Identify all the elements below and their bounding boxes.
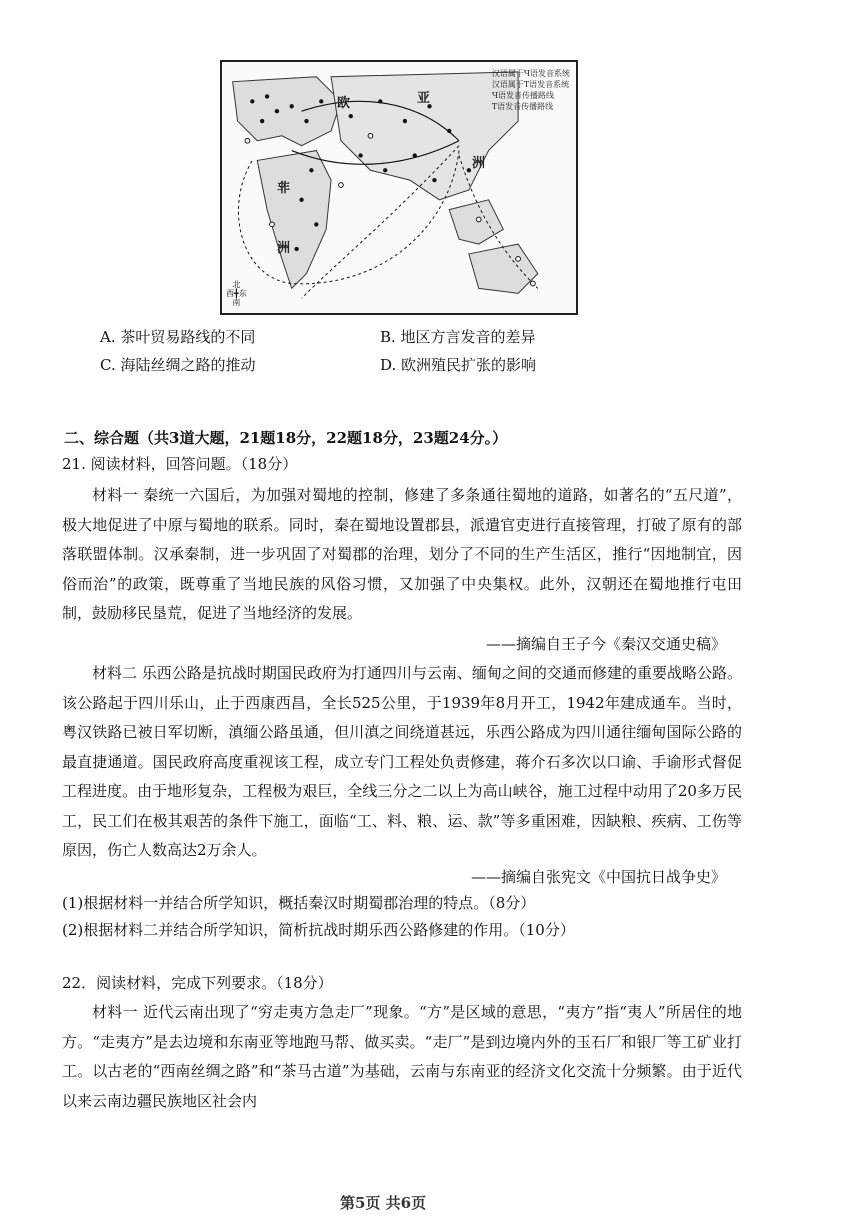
option-d[interactable]: D. 欧洲殖民扩张的影响 xyxy=(380,355,537,374)
option-a[interactable]: A. 茶叶贸易路线的不同 xyxy=(100,327,256,346)
tea-routes-map xyxy=(220,60,578,315)
compass-north: 北 xyxy=(232,280,241,289)
compass-south: 南 xyxy=(232,298,241,307)
q21-title: 21. 阅读材料，回答问题。（18分） xyxy=(62,455,298,473)
legend-item: Ч语发音传播路线 xyxy=(491,91,554,100)
q21-source1: ——摘编自王子今《秦汉交通史稿》 xyxy=(485,635,726,653)
map-legend xyxy=(492,68,570,112)
map-label-europe: 欧 xyxy=(337,96,351,111)
compass-icon: 北 西╋东 南 xyxy=(226,280,247,307)
map-label-asia-zhou: 洲 xyxy=(472,156,486,171)
q21-material2: 材料二 乐西公路是抗战时期国民政府为打通四川与云南、缅甸之间的交通而修建的重要战略公路。该公路起于四川乐山，止于西康西昌，全长525公里，于1939年8月开工，1942年建成通车。当时，粤汉铁路已被日军切断，滇缅公路虽通，但川滇之间绕道甚远，乐西公路成为四川通往缅甸国际公路的最直捷通道。国民政府高度重视该工程，成立专门工程处负责修建，蒋介石多次以口谕、手谕形式督促工程进度。由于地形复杂，工程极为艰巨，全线三分之二以上为高山峡谷，施工过程中动用了20多万民工，民工们在极其艰苦的条件下施工，面临“工、料、粮、运、款”等多重困难，因缺粮、疾病、工伤等原因，伤亡人数高达2万余人。 xyxy=(62,664,742,859)
q21-sub1: (1)根据材料一并结合所学知识，概括秦汉时期蜀郡治理的特点。（8分） xyxy=(62,894,536,912)
legend-item: 汉语属于Ч语发音系统 xyxy=(491,69,570,78)
q22-title: 22．阅读材料，完成下列要求。（18分） xyxy=(62,974,333,992)
map-label-africa-zhou: 洲 xyxy=(277,241,291,256)
legend-item: 汉语属于T语发音系统 xyxy=(491,80,570,89)
page-footer: 第5页 共6页 xyxy=(340,1194,427,1212)
q21-material1: 材料一 秦统一六国后，为加强对蜀地的控制，修建了多条通往蜀地的道路，如著名的“五尺道”，极大地促进了中原与蜀地的联系。同时，秦在蜀地设置郡县，派遣官吏进行直接管理，打破了原有的部落联盟体制。汉承秦制，进一步巩固了对蜀郡的治理，划分了不同的生产生活区，推行“因地制宜，因俗而治”的政策，既尊重了当地民族的风俗习惯，又加强了中央集权。此外，汉朝还在蜀地推行屯田制，鼓励移民垦荒，促进了当地经济的发展。 xyxy=(62,486,742,622)
q21-sub2: (2)根据材料二并结合所学知识，简析抗战时期乐西公路修建的作用。（10分） xyxy=(62,921,575,939)
compass-west: 西 xyxy=(226,289,234,298)
map-label-asia: 亚 xyxy=(417,91,431,106)
option-c[interactable]: C. 海陆丝绸之路的推动 xyxy=(100,355,256,374)
compass-east: 东 xyxy=(238,289,247,298)
option-b[interactable]: B. 地区方言发音的差异 xyxy=(380,327,536,346)
map-label-africa: 非 xyxy=(277,181,291,196)
q21-source2: ——摘编自张宪文《中国抗日战争史》 xyxy=(470,868,726,886)
section-title: 二、综合题（共3道大题，21题18分，22题18分，23题24分。） xyxy=(64,429,508,447)
legend-item: T语发音传播路线 xyxy=(491,102,554,111)
q22-material1: 材料一 近代云南出现了“穷走夷方急走厂”现象。“方”是区域的意思，“夷方”指“夷人”所居住的地方。“走夷方”是去边境和东南亚等地跑马帮、做买卖。“走厂”是到边境内外的玉石厂和银厂等工矿业打工。以古老的“西南丝绸之路”和“茶马古道”为基础，云南与东南亚的经济文化交流十分频繁。由于近代以来云南边疆民族地区社会内 xyxy=(62,1003,742,1110)
answer-options xyxy=(100,322,660,378)
